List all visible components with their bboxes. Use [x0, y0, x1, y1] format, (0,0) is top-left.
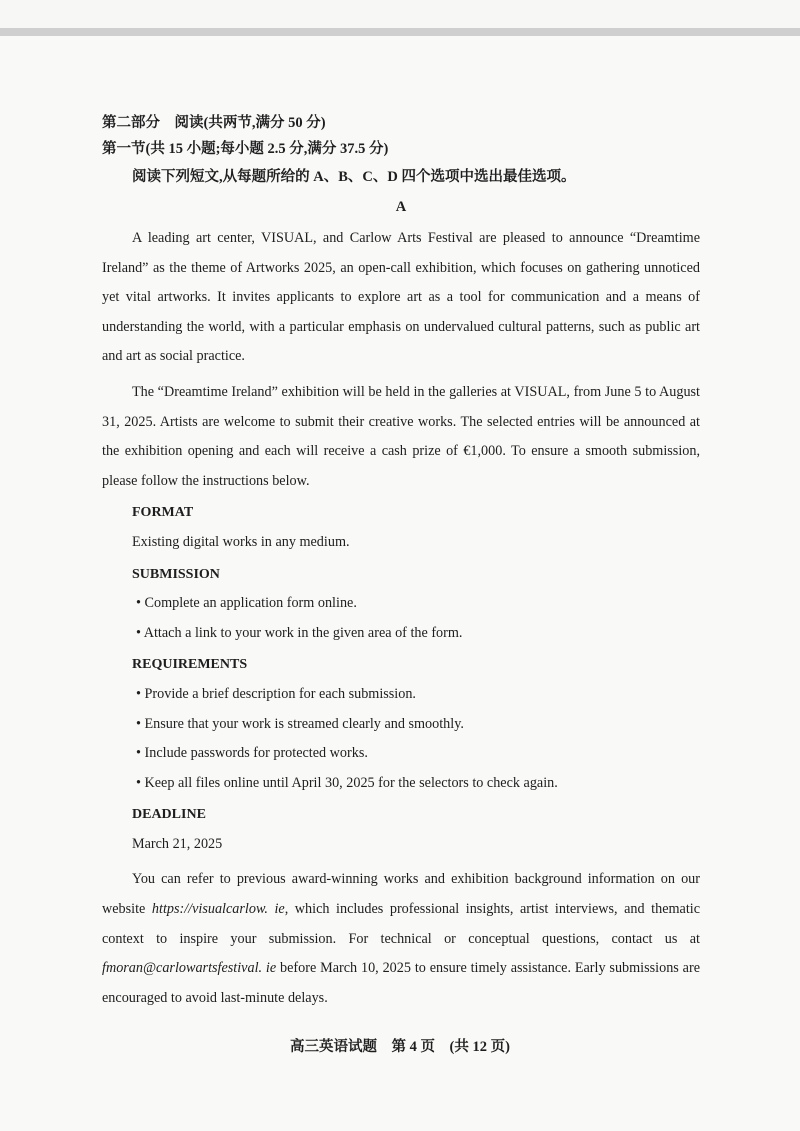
exam-page — [0, 36, 800, 1131]
requirements-label: REQUIREMENTS — [132, 657, 248, 673]
section-heading: 第一节(共 15 小题;每小题 2.5 分,满分 37.5 分) — [102, 141, 389, 157]
paragraph-3-part-c: before March 10, 2025 to ensure timely assistance. Early submissions are encouraged to avoid last-minute delays. — [102, 960, 700, 1006]
deadline-label: DEADLINE — [132, 807, 206, 823]
format-label: FORMAT — [132, 505, 194, 521]
requirement-item: • Ensure that your work is streamed clearly and smoothly. — [136, 710, 700, 740]
instruction: 阅读下列短文,从每题所给的 A、B、C、D 四个选项中选出最佳选项。 — [132, 169, 576, 185]
requirement-item: • Include passwords for protected works. — [136, 739, 700, 769]
contact-email: fmoran@carlowartsfestival. ie — [102, 960, 277, 977]
submission-label: SUBMISSION — [132, 566, 220, 582]
paragraph-3-part-a: You can refer to previous award-winning works and exhibition background information on our website — [102, 871, 700, 918]
page-content — [102, 112, 700, 1013]
passage-label: A — [395, 199, 407, 215]
submission-item: • Attach a link to your work in the given area of the form. — [136, 619, 700, 649]
deadline-text: March 21, 2025 — [132, 835, 223, 852]
paragraph-2: The “Dreamtime Ireland” exhibition will be held in the galleries at VISUAL, from June 5 to August 31, 2025. Artists are welcome to submit their creative works. The selected entries will be announced at the exhibition opening and each will receive a cash prize of €1,000. To ensure a smooth submission, please follow the instructions below. — [102, 383, 700, 489]
page-footer: 高三英语试题 第 4 页 (共 12 页) — [290, 1039, 510, 1055]
paragraph-3 — [102, 865, 700, 1013]
format-text: Existing digital works in any medium. — [132, 533, 350, 550]
paragraph-3-part-b: , which includes professional insights, artist interviews, and thematic context to inspire your submission. For technical or conceptual questions, contact us at — [102, 901, 701, 947]
requirement-item: • Provide a brief description for each submission. — [136, 680, 700, 710]
paragraph-1: A leading art center, VISUAL, and Carlow Arts Festival are pleased to announce “Dreamtime Ireland” as the theme of Artworks 2025, an open-call exhibition, which focuses on gathering unnoticed yet vital artworks. It invites applicants to explore art as a tool for communication and a means of understanding the world, with a particular emphasis on undervalued cultural patterns, such as public art and art as social practice. — [102, 230, 700, 365]
submission-item: • Complete an application form online. — [136, 589, 700, 619]
website-link: https://visualcarlow. ie — [151, 901, 285, 918]
top-scroll-bar — [0, 28, 800, 36]
requirement-item: • Keep all files online until April 30, 2025 for the selectors to check again. — [136, 769, 700, 799]
part-heading: 第二部分 阅读(共两节,满分 50 分) — [102, 115, 326, 131]
